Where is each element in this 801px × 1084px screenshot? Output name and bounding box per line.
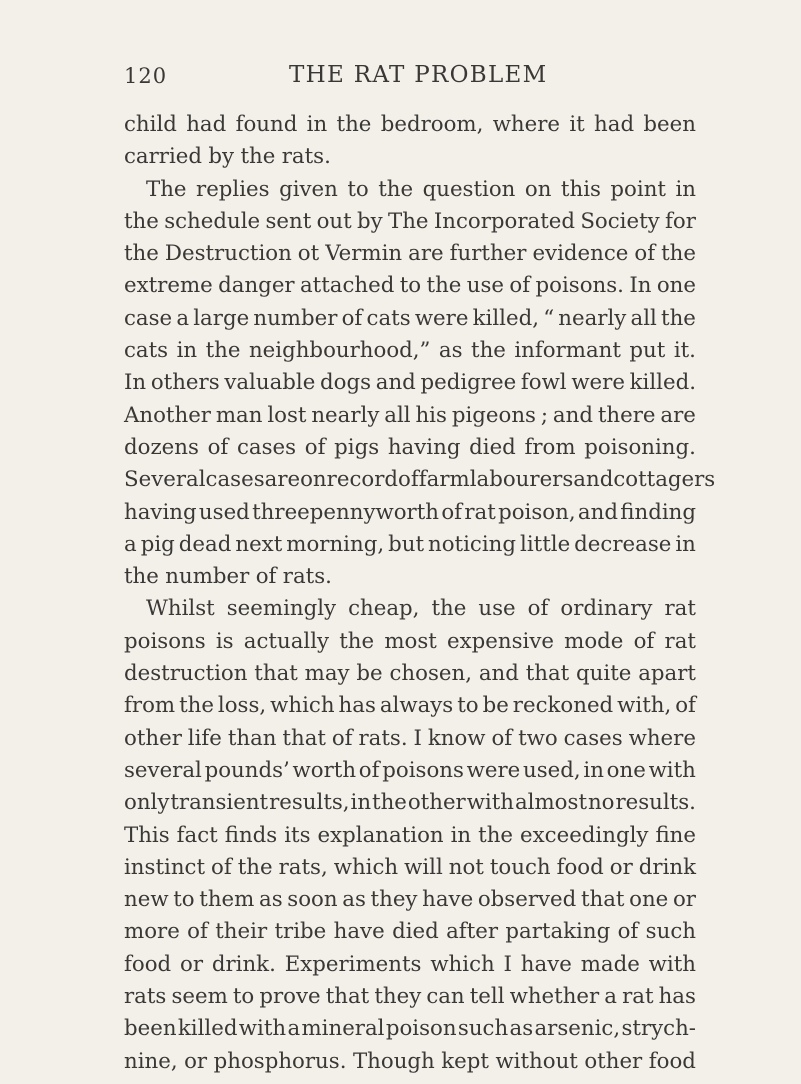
text-line: extreme danger attached to the use of poisons. In one bbox=[124, 273, 696, 299]
body-text bbox=[124, 109, 716, 1078]
text-line: several pounds’ worth of poisons were used, in one with bbox=[124, 757, 696, 783]
text-line: Another man lost nearly all his pigeons ; and there are bbox=[124, 402, 696, 428]
page-number: 120 bbox=[124, 64, 168, 88]
text-line: from the loss, which has always to be reckoned with, of bbox=[124, 693, 696, 719]
text-line: food or drink. Experiments which I have made with bbox=[124, 951, 696, 977]
text-line: more of their tribe have died after partaking of such bbox=[124, 919, 696, 945]
text-line: a pig dead next morning, but noticing little decrease in bbox=[124, 531, 696, 557]
text-line: the number of rats. bbox=[124, 564, 332, 590]
text-line: been killed with a mineral poison such as arsenic, strych- bbox=[124, 1016, 696, 1042]
text-line: Several cases are on record of farm labourers and cottagers bbox=[124, 467, 716, 493]
text-line: the schedule sent out by The Incorporated Society for bbox=[124, 208, 696, 234]
text-line: destruction that may be chosen, and that quite apart bbox=[124, 661, 696, 687]
text-line: other life than that of rats. I know of two cases where bbox=[124, 725, 696, 751]
text-line: case a large number of cats were killed, “ nearly all the bbox=[124, 305, 696, 331]
text-line: This fact finds its explanation in the exceedingly fine bbox=[124, 822, 696, 848]
text-line: poisons is actually the most expensive mode of rat bbox=[124, 628, 696, 654]
text-line: cats in the neighbourhood,” as the informant put it. bbox=[124, 338, 696, 364]
text-line: child had found in the bedroom, where it had been bbox=[124, 112, 696, 137]
text-line: only transient results, in the other with almost no results. bbox=[124, 790, 696, 816]
text-line: instinct of the rats, which will not touch food or drink bbox=[124, 854, 696, 880]
text-line: the Destruction ot Vermin are further evidence of the bbox=[124, 241, 696, 267]
text-line: Whilst seemingly cheap, the use of ordinary rat bbox=[146, 596, 696, 622]
text-line: rats seem to prove that they can tell whether a rat has bbox=[124, 984, 696, 1010]
text-line: The replies given to the question on this point in bbox=[146, 176, 696, 202]
text-line: new to them as soon as they have observed that one or bbox=[124, 887, 696, 913]
text-line: carried by the rats. bbox=[124, 144, 331, 170]
text-line: having used threepennyworth of rat poison, and finding bbox=[124, 499, 696, 525]
text-line: In others valuable dogs and pedigree fowl were killed. bbox=[124, 370, 696, 396]
text-line: nine, or phosphorus. Though kept without other food bbox=[124, 1048, 696, 1074]
running-title: THE RAT PROBLEM bbox=[289, 62, 548, 88]
text-line: dozens of cases of pigs having died from poisoning. bbox=[124, 434, 696, 460]
running-head bbox=[0, 58, 801, 94]
